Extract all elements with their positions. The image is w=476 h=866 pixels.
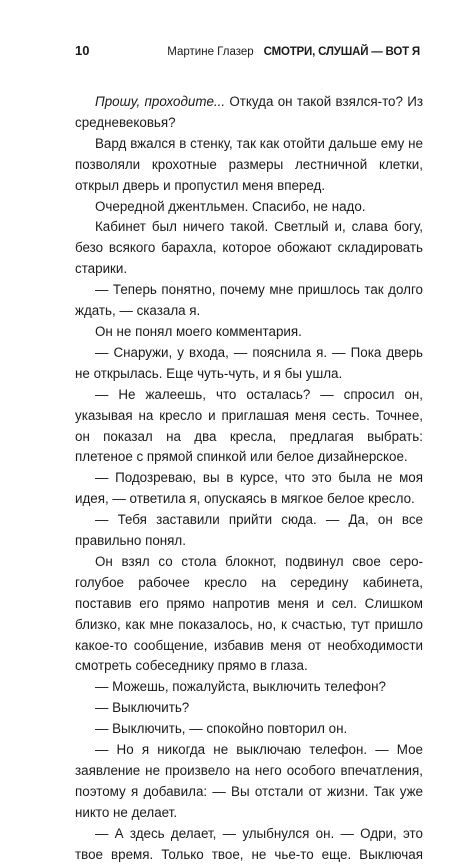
paragraph-5: — Теперь понятно, почему мне пришлось так долго ждать, — сказала я. <box>75 282 423 319</box>
paragraph-3: Очередной джентльмен. Спасибо, не надо. <box>95 198 366 214</box>
paragraph-6: Он не понял моего комментария. <box>95 323 302 339</box>
paragraph-12: — Можешь, пожалуйста, выключить телефон? <box>95 679 386 695</box>
paragraph-4: Кабинет был ничего такой. Светлый и, слава богу, безо всякого барахла, которое обожают складировать старики. <box>75 219 423 277</box>
page-body <box>75 92 423 866</box>
paragraph-16: — А здесь делает, — улыбнулся он. — Одри, это твое время. Только твое, не чье-то еще. Выключая <box>75 825 423 862</box>
running-head-author: Мартине Глазер <box>167 46 254 58</box>
paragraph-1-text: Откуда он такой взялся-то? Из средневековья? <box>75 94 423 130</box>
paragraph-11: Он взял со стола блокнот, подвинул свое серо-голубое рабочее кресло на середину кабинета, поставив его прямо напротив меня и сел. Слишком близко, как мне показалось, но, к счастью, тут пришло какое-то сообщение, избавив меня от необходимости смотреть собеседнику прямо в глаза. <box>75 553 423 674</box>
paragraph-14: — Выключить, — спокойно повторил он. <box>95 721 348 737</box>
running-head-book-title: СМОТРИ, СЛУШАЙ — ВОТ Я <box>263 46 420 58</box>
paragraph-1-italic: Прошу, проходите... <box>95 94 226 109</box>
paragraph-15: — Но я никогда не выключаю телефон. — Мое заявление не произвело на него особого впечатления, поэтому я добавила: — Вы отстали от жизни. Так уже никто не делает. <box>75 742 423 820</box>
paragraph-2: Вард вжался в стенку, так как отойти дальше ему не позволяли крохотные размеры лестничной клетки, открыл дверь и пропустил меня вперед. <box>75 135 423 193</box>
paragraph-9: — Подозреваю, вы в курсе, что это была не моя идея, — ответила я, опускаясь в мягкое белое кресло. <box>75 470 423 507</box>
paragraph-7: — Снаружи, у входа, — пояснила я. — Пока дверь не открылась. Еще чуть-чуть, и я бы ушла. <box>75 344 423 381</box>
paragraph-13: — Выключить? <box>95 700 190 716</box>
paragraph-1 <box>75 92 423 134</box>
page-header <box>75 43 420 61</box>
paragraph-10: — Тебя заставили прийти сюда. — Да, он все правильно понял. <box>75 512 423 549</box>
page-number: 10 <box>75 43 90 58</box>
running-head <box>167 46 420 58</box>
paragraph-8: — Не жалеешь, что осталась? — спросил он, указывая на кресло и приглашая меня сесть. Точнее, он показал на два кресла, предлагая выбрать: плетеное с прямой спинкой или белое дизайнерское. <box>75 386 423 465</box>
